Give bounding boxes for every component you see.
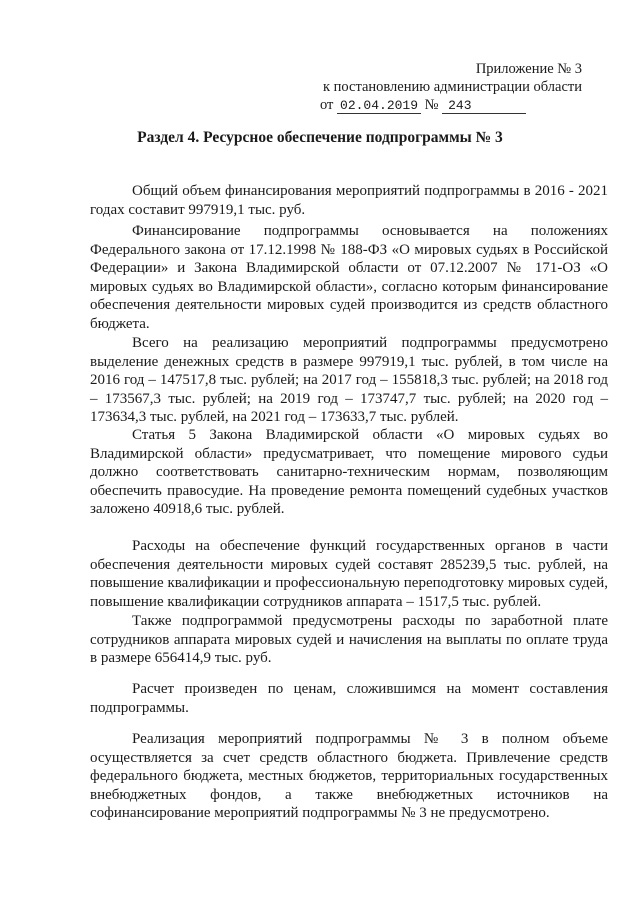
resolution-date: 02.04.2019: [337, 98, 421, 114]
resolution-date-number: [292, 96, 582, 114]
paragraph-state-functions: Расходы на обеспечение функций государственных органов в части обеспечения деятельности мировых судей составят 285239,5 тыс. рублей, на повышение квалификации и профессиональную переподготовку мировых судей, повышение квалификации сотрудников аппарата – 1517,5 тыс. рублей.: [90, 538, 608, 610]
paragraph-total-funding: Общий объем финансирования мероприятий подпрограммы в 2016 - 2021 годах составит 997919,1 тыс. руб.: [90, 183, 608, 218]
number-prefix: №: [424, 97, 439, 113]
date-prefix: от: [320, 97, 334, 113]
paragraph-legal-basis: Финансирование подпрограммы основывается на положениях Федерального закона от 17.12.1998 № 188-ФЗ «О мировых судьях в Российской Федерации» и Закона Владимирской области от 07.12.2007 № 171-ОЗ «О мировых судьях во Владимирской области», согласно которым финансирование обеспечения деятельности мировых судей производится из средств областного бюджета.: [90, 223, 608, 332]
appendix-header: [292, 60, 582, 114]
paragraph-salary-expenses: Также подпрограммой предусмотрены расходы по заработной плате сотрудников аппарата мировых судей и начисления на выплаты по оплате труда в размере 656414,9 тыс. руб.: [90, 613, 608, 666]
section-title: Раздел 4. Ресурсное обеспечение подпрограммы № 3: [137, 129, 503, 146]
paragraph-price-calculation: Расчет произведен по ценам, сложившимся на момент составления подпрограммы.: [90, 681, 608, 716]
resolution-reference: к постановлению администрации области: [322, 79, 582, 95]
paragraph-yearly-allocation: Всего на реализацию мероприятий подпрограммы предусмотрено выделение денежных средств в размере 997919,1 тыс. рублей, в том числе на 2016 год – 147517,8 тыс. рублей; на 2017 год – 155818,3 тыс. рублей; на 2018 год – 173567,3 тыс. рублей; на 2019 год – 173747,7 тыс. рублей; на 2020 год – 173634,3 тыс. рублей, на 2021 год – 173633,7 тыс. рублей.: [90, 335, 608, 425]
resolution-number: 243: [442, 98, 526, 114]
paragraph-premises-repair: Статья 5 Закона Владимирской области «О мировых судьях во Владимирской области» предусматривает, что помещение мирового судьи должно соответствовать санитарно-техническим нормам, позволяющим обеспечить правосудие. На проведение ремонта помещений судебных участков заложено 40918,6 тыс. рублей.: [90, 427, 608, 517]
appendix-label: Приложение № 3: [475, 61, 582, 77]
paragraph-funding-sources: Реализация мероприятий подпрограммы № 3 в полном объеме осуществляется за счет средств областного бюджета. Привлечение средств федерального бюджета, местных бюджетов, территориальных государственных внебюджетных фондов, а также внебюджетных источников на софинансирование мероприятий подпрограммы № 3 не предусмотрено.: [90, 731, 608, 821]
